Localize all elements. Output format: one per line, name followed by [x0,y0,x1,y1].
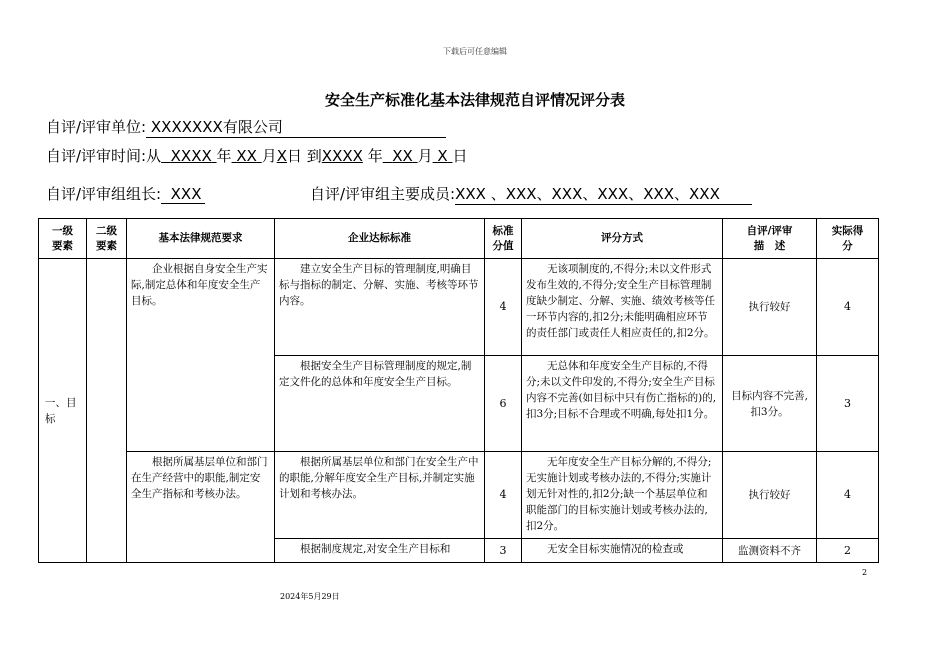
requirement-cell: 根据所属基层单位和部门在生产经营中的职能,制定安全生产指标和考核办法。 [127,452,275,563]
footer-date: 2024年5月29日 [280,592,340,601]
page-number: 2 [862,568,868,577]
members-value: XXX 、XXX、XXX、XXX、XXX、XXX [455,185,720,203]
header-description: 自评/评审 描 述 [723,219,817,259]
table-row [39,259,879,356]
unit-label: 自评/评审单位: [46,118,147,136]
header-requirement: 基本法律规范要求 [127,219,275,259]
score-cell: 3 [485,539,522,563]
time-to: 到 [306,147,322,165]
time-day-start: X [276,147,287,165]
score-cell: 4 [485,452,522,539]
table-row [39,452,879,539]
leader-line [46,183,205,204]
members-line [310,183,752,205]
method-cell: 无年度安全生产目标分解的,不得分;无实施计划或考核办法的,不得分;实施计划无针对性的,扣2分;缺一个基层单位和职能部门的目标实施计划或考核办法的,扣2分。 [522,452,723,539]
description-cell: 目标内容不完善,扣3分。 [723,356,817,452]
table-header-row [39,219,879,259]
method-cell: 无总体和年度安全生产目标的,不得分;未以文件印发的,不得分;安全生产目标内容不完善(如目标中只有伤亡指标的)的,扣3分;目标不合理或不明确,每处扣1分。 [522,356,723,452]
element-1-cell: 一、目标 [39,259,87,563]
method-cell: 无安全目标实施情况的检查或 [522,539,723,563]
time-label: 自评/评审时间:从 [46,147,162,165]
header-actual: 实际得 分 [817,219,879,259]
header-method: 评分方式 [522,219,723,259]
time-line [46,145,467,166]
header-standard: 企业达标标准 [275,219,485,259]
header-score: 标准 分值 [485,219,522,259]
unit-value: XXXXXXX有限公司 [150,118,283,136]
actual-cell: 3 [817,356,879,452]
members-value-line [455,183,752,205]
standard-cell: 根据所属基层单位和部门在安全生产中的职能,分解年度安全生产目标,并制定实施计划和考核办法。 [275,452,485,539]
unit-value-line [146,116,446,138]
leader-value: XXX [170,185,202,203]
time-day-char: 日 [286,147,302,165]
time-year-end: XXXX [321,147,363,165]
standard-cell: 建立安全生产目标的管理制度,明确目标与指标的制定、分解、实施、考核等环节内容。 [275,259,485,356]
element-2-cell [87,259,127,563]
time-month-start: XX [236,147,257,165]
time-year-char-end: 年 [367,147,383,165]
standard-cell: 根据安全生产目标管理制度的规定,制定文件化的总体和年度安全生产目标。 [275,356,485,452]
actual-cell: 4 [817,259,879,356]
time-month-end: XX [392,147,413,165]
time-year-char: 年 [216,147,232,165]
description-cell: 执行较好 [723,259,817,356]
time-month-char: 月 [261,147,277,165]
leader-label: 自评/评审组组长: [46,185,162,203]
time-day-end: X [437,147,448,165]
leader-value-line [161,185,205,204]
requirement-cell: 企业根据自身安全生产实际,制定总体和年度安全生产目标。 [127,259,275,452]
time-month-char-end: 月 [417,147,433,165]
unit-line [46,116,446,138]
description-cell: 执行较好 [723,452,817,539]
header-element-2: 二级 要素 [87,219,127,259]
actual-cell: 4 [817,452,879,539]
score-cell: 4 [485,259,522,356]
description-cell: 监测资料不齐 [723,539,817,563]
document-title: 安全生产标准化基本法律规范自评情况评分表 [324,91,625,109]
standard-cell: 根据制度规定,对安全生产目标和 [275,539,485,563]
time-year-start: XXXX [170,147,212,165]
score-table [38,218,879,563]
actual-cell: 2 [817,539,879,563]
members-label: 自评/评审组主要成员: [310,185,456,203]
score-cell: 6 [485,356,522,452]
method-cell: 无该项制度的,不得分;未以文件形式发布生效的,不得分;安全生产目标管理制度缺少制定、分解、实施、绩效考核等任一环节内容的,扣2分;未能明确相应环节的责任部门或责任人相应责任的,扣2分。 [522,259,723,356]
time-day-char-end: 日 [452,147,468,165]
header-note: 下载后可任意编辑 [443,47,507,56]
header-element-1: 一级 要素 [39,219,87,259]
